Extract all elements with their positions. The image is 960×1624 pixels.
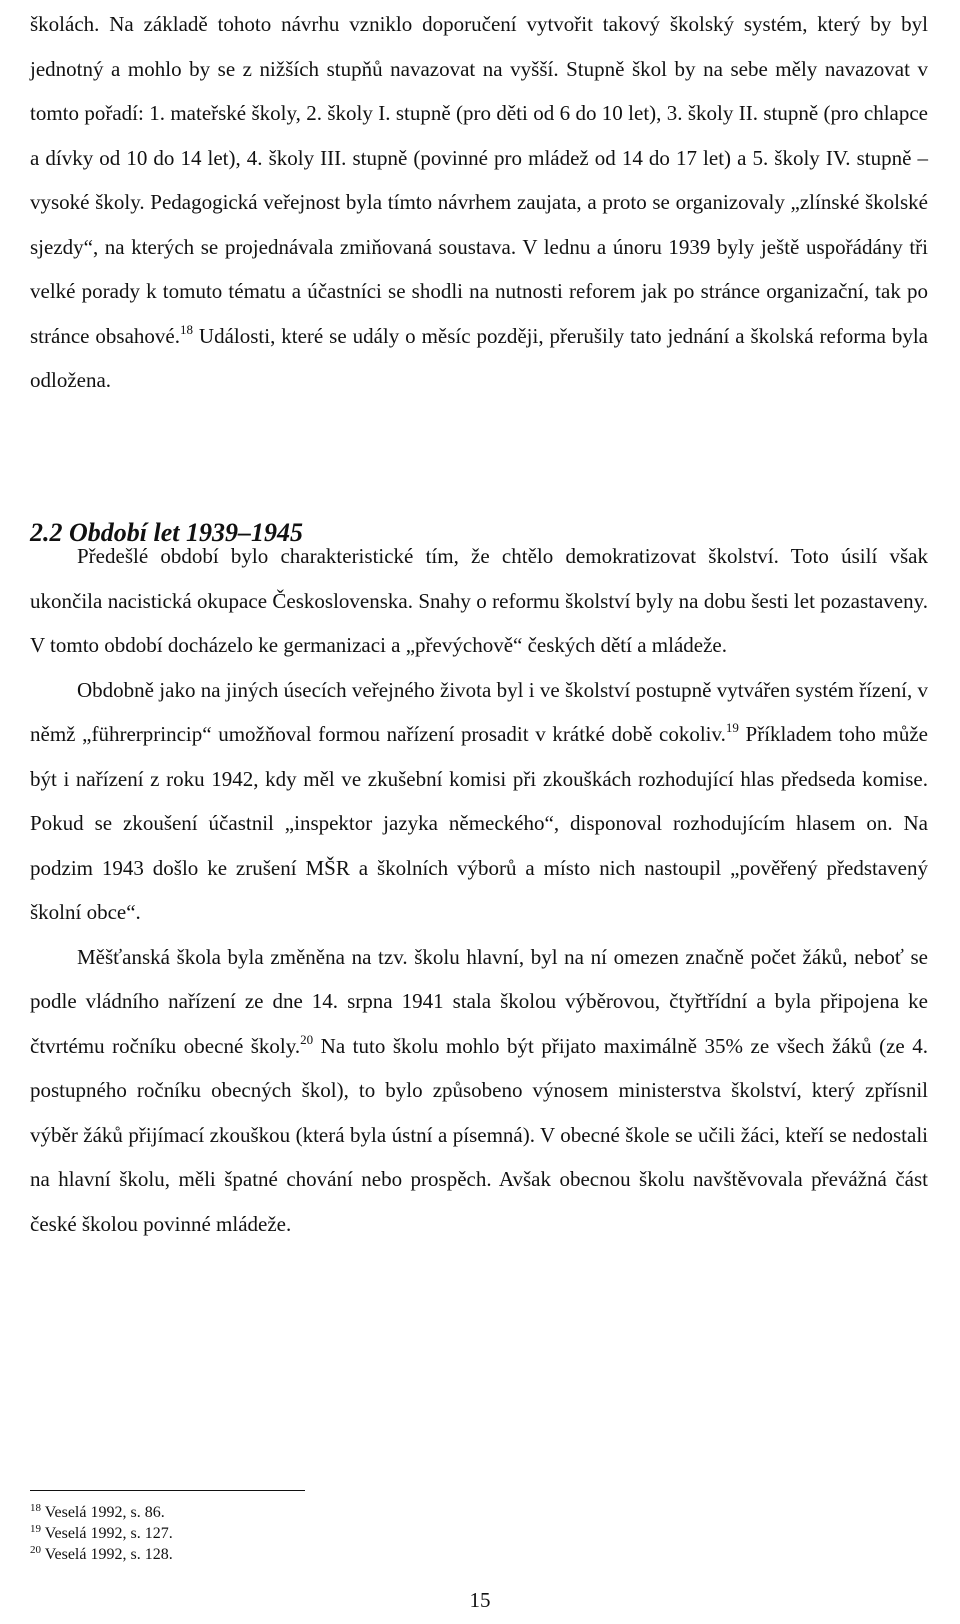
paragraph-text: školách. Na základě tohoto návrhu vzniklo doporučení vytvořit takový školský systém, který by byl jednotný a mohlo by se z nižších stupňů navazovat na vyšší. Stupně škol by na sebe měly navazovat v tomto pořadí: 1. mateřské školy, 2. školy I. stupně (pro děti od 6 do 10 let), 3. školy II. stupně (pro chlapce a dívky od 10 do 14 let), 4. školy III. stupně (povinné pro mládež od 14 do 17 let) a 5. školy IV. stupně – vysoké školy. Pedagogická veřejnost byla tímto návrhem zaujata, a proto se organizovaly „zlínské školské sjezdy“, na kterých se projednávala zmiňovaná soustava. V lednu a únoru 1939 byly ještě uspořádány tři velké porady k tomuto tématu a účastníci se shodli na nutnosti reforem jak po stránce organizační, tak po stránce obsahové. <box>30 12 928 348</box>
footnote-number: 19 <box>30 1523 41 1535</box>
footnote-number: 18 <box>30 1502 41 1514</box>
footnote-number: 20 <box>30 1544 41 1556</box>
paragraph <box>30 534 928 668</box>
paragraph-text: Měšťanská škola byla změněna na tzv. školu hlavní, byl na ní omezen značně počet žáků, neboť se podle vládního nařízení ze dne 14. srpna 1941 stala školou výběrovou, čtyřtřídní a byla připojena ke čtvrtému ročníku obecné školy. <box>30 944 928 1058</box>
footnote-text: Veselá 1992, s. 127. <box>41 1525 173 1542</box>
page-number: 15 <box>469 1588 491 1612</box>
footnote-ref[interactable]: 19 <box>725 720 739 735</box>
paragraph-text: Obdobně jako na jiných úsecích veřejného života byl i ve školství postupně vytvářen systém řízení, v němž „führerprincip“ umožňoval formou nařízení prosadit v krátké době cokoliv. <box>30 677 928 746</box>
footnote-text: Veselá 1992, s. 86. <box>41 1504 165 1521</box>
footnote-item <box>30 1502 173 1523</box>
paragraph-text: Příkladem toho může být i nařízení z roku 1942, kdy měl ve zkušební komisi při zkouškách rozhodující hlas předseda komise. Pokud se zkoušení účastnil „inspektor jazyka německého“, disponoval rozhodujícím hlasem on. Na podzim 1943 došlo ke zrušení MŠR a školních výborů a místo nich nastoupil „pověřený představený školní obce“. <box>30 722 928 924</box>
paragraph-continued <box>30 2 928 403</box>
paragraph-text: Na tuto školu mohlo být přijato maximálně 35% ze všech žáků (ze 4. postupného ročníku obecných škol), to bylo způsobeno výnosem ministerstva školství, který zpřísnil výběr žáků přijímací zkouškou (která byla ústní a písemná). V obecné škole se učili žáci, kteří se nedostali na hlavní školu, měli špatné chování nebo prospěch. Avšak obecnou školu navštěvovala převážná část české školou povinné mládeže. <box>30 1033 928 1236</box>
footnote-item <box>30 1523 173 1544</box>
footnote-divider <box>30 1490 305 1491</box>
paragraph <box>30 668 928 935</box>
body-text-top <box>0 2 960 403</box>
footnotes <box>30 1502 173 1565</box>
paragraph-text: Předešlé období bylo charakteristické tím, že chtělo demokratizovat školství. Toto úsilí však ukončila nacistická okupace Československa. Snahy o reformu školství byly na dobu šesti let pozastaveny. V tomto období docházelo ke germanizaci a „převýchově“ českých dětí a mládeže. <box>30 544 928 657</box>
section-heading: 2.2 Období let 1939–1945 <box>30 518 303 547</box>
paragraph-text: Události, které se udály o měsíc později, přerušily tato jednání a školská reforma byla odložena. <box>30 323 928 392</box>
paragraph <box>30 935 928 1247</box>
footnote-ref[interactable]: 18 <box>179 321 193 337</box>
body-text-section <box>0 534 960 1246</box>
footnote-text: Veselá 1992, s. 128. <box>41 1546 173 1563</box>
footnote-item <box>30 1544 173 1565</box>
footnote-ref[interactable]: 20 <box>300 1031 314 1047</box>
